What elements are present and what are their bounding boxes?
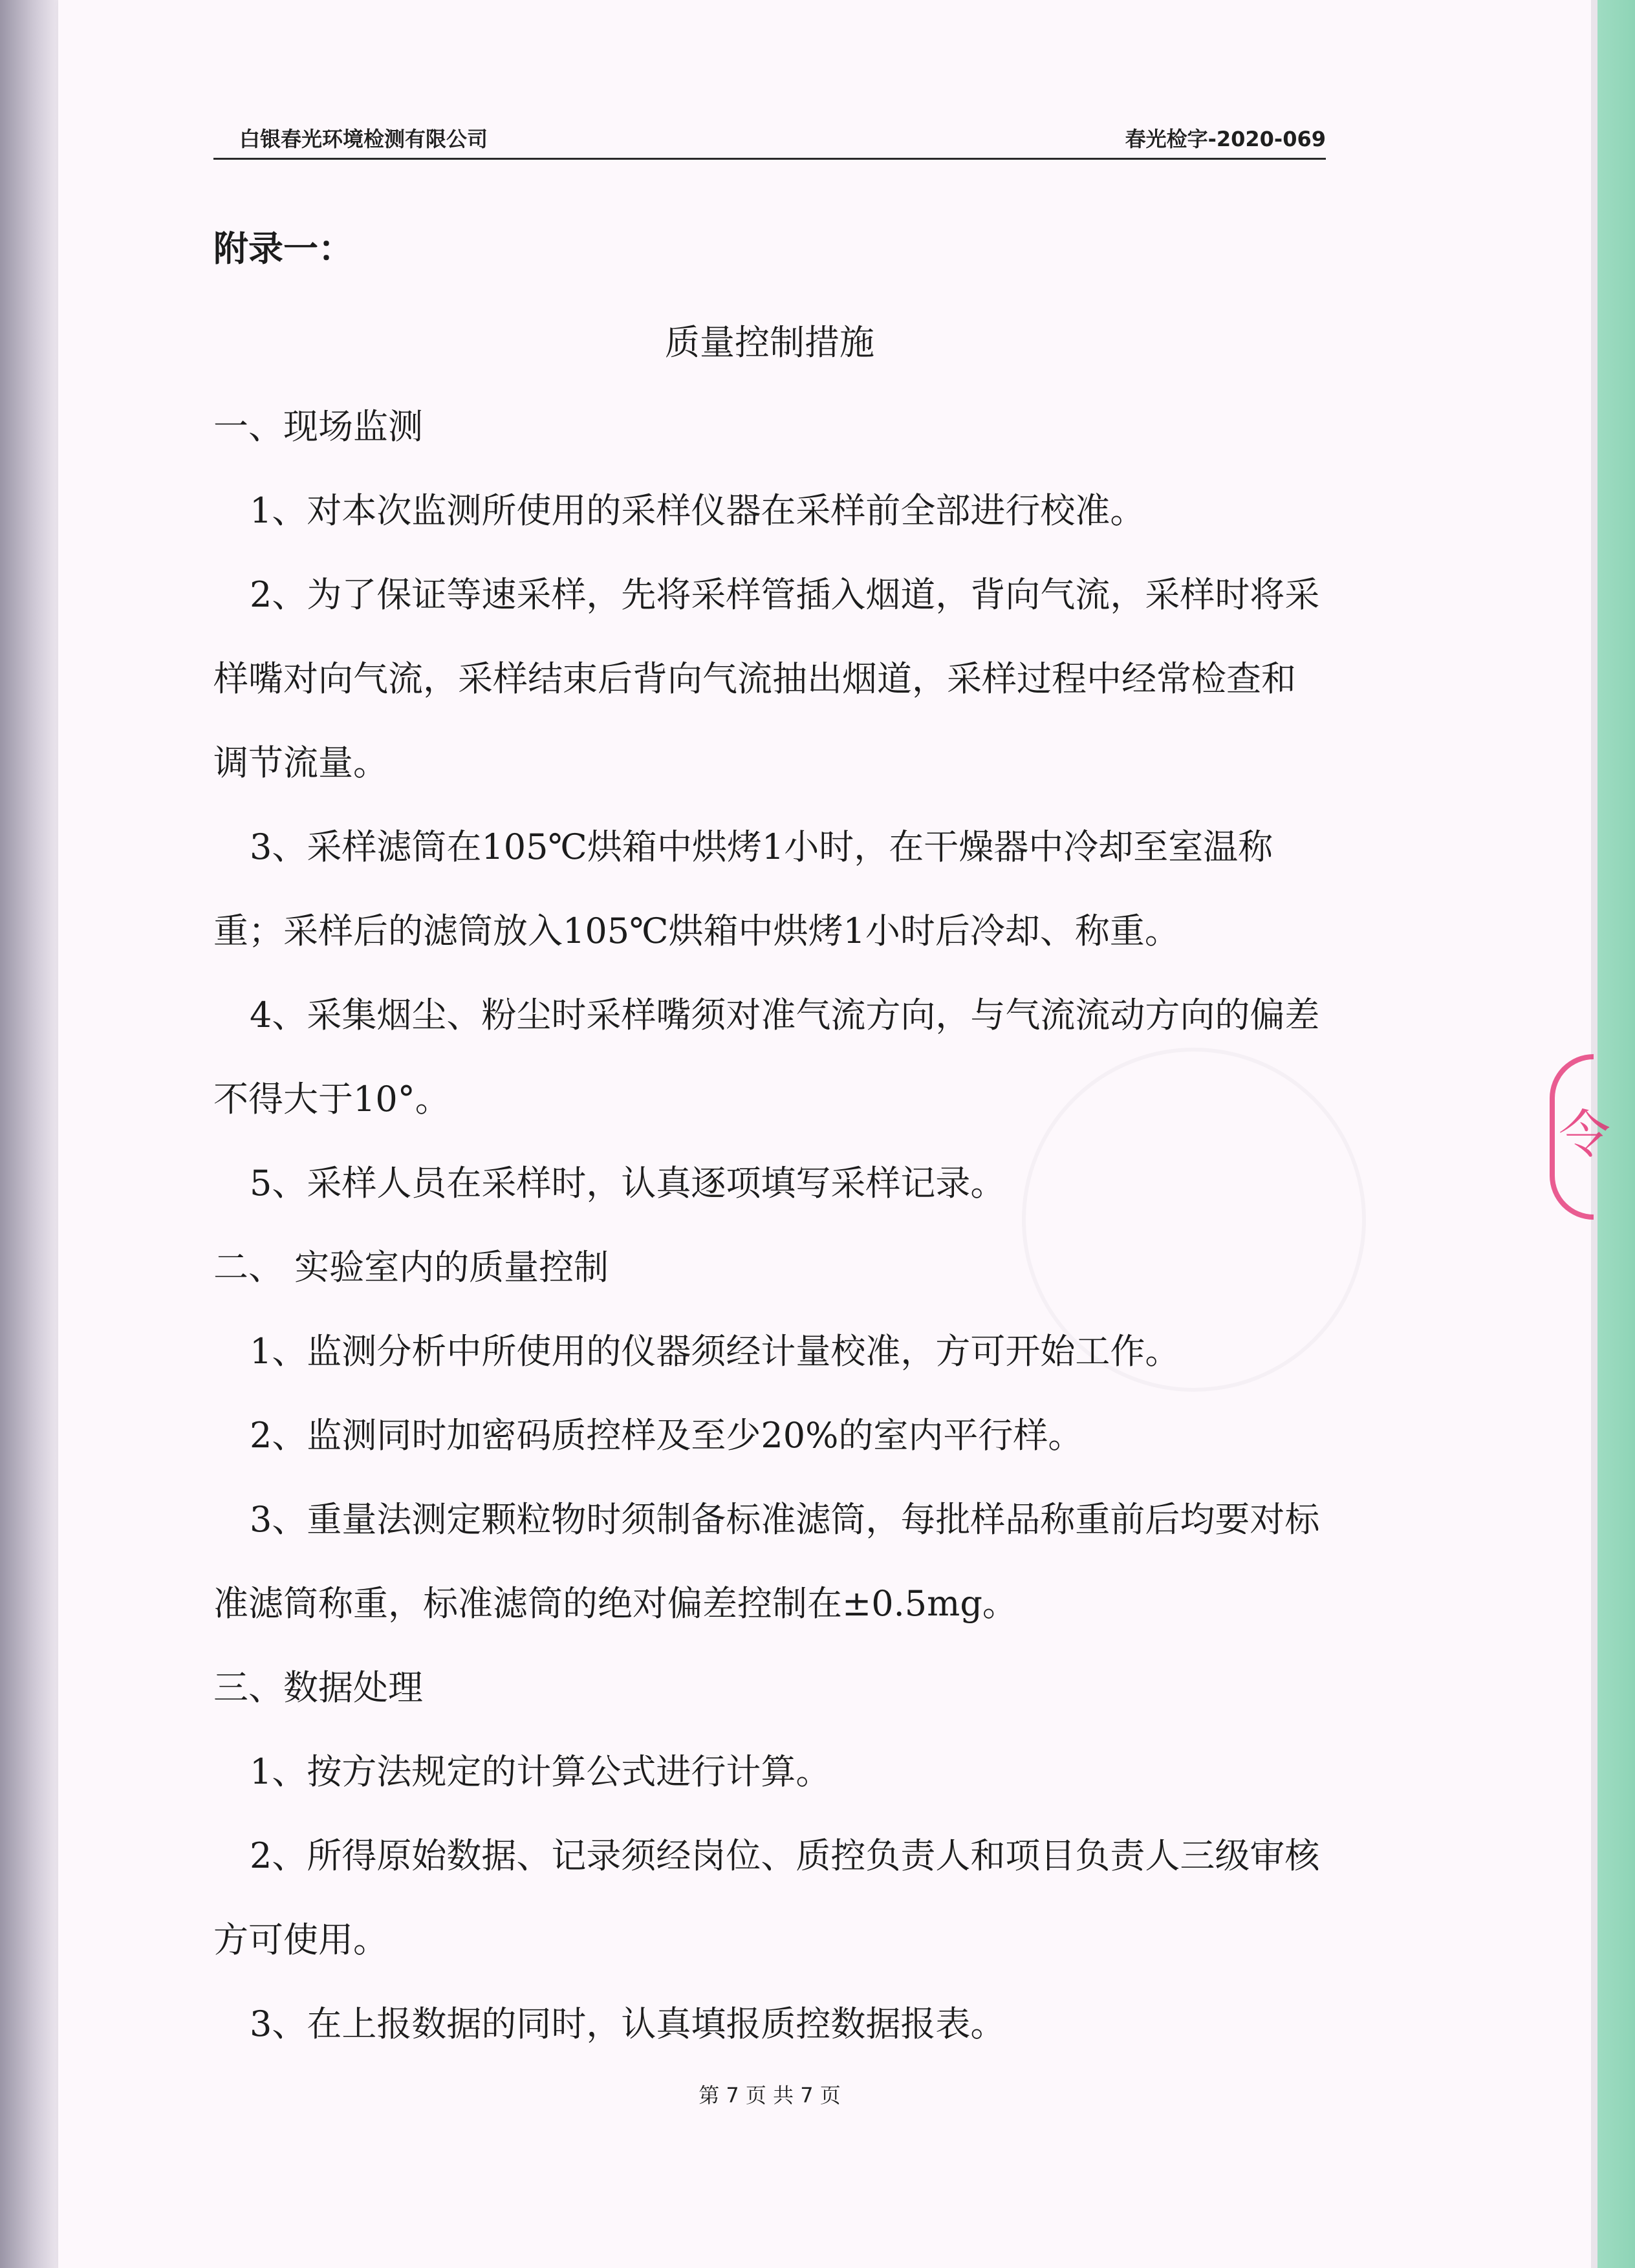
- section-title: 三、数据处理: [213, 1667, 423, 1708]
- paragraph: 4、采集烟尘、粉尘时采样嘴须对准气流方向，与气流流动方向的偏差不得大于10°。: [213, 995, 1320, 1119]
- paragraph: 3、在上报数据的同时，认真填报质控数据报表。: [250, 2003, 1006, 2044]
- paragraph: 1、监测分析中所使用的仪器须经计量校准，方可开始工作。: [250, 1331, 1180, 1372]
- seam-stamp-fragment: 令: [1559, 1105, 1610, 1165]
- document-title: 质量控制措施: [665, 322, 874, 363]
- section-title: 一、现场监测: [213, 406, 423, 447]
- header-rule: [213, 158, 1326, 160]
- page-footer: 第 7 页 共 7 页: [698, 2083, 841, 2108]
- company-name: 白银春光环境检测有限公司: [239, 127, 488, 151]
- paragraph: 3、重量法测定颗粒物时须制备标准滤筒，每批样品称重前后均要对标准滤筒称重，标准滤筒的绝对偏差控制在±0.5mg。: [213, 1499, 1320, 1624]
- paragraph: 2、为了保证等速采样，先将采样管插入烟道，背向气流，采样时将采样嘴对向气流，采样结束后背向气流抽出烟道，采样过程中经常检查和调节流量。: [213, 574, 1320, 783]
- paragraph: 1、对本次监测所使用的采样仪器在采样前全部进行校准。: [250, 490, 1145, 531]
- document-body: [213, 223, 1326, 2066]
- report-number: 春光检字-2020-069: [1125, 127, 1326, 151]
- section-title: 二、 实验室内的质量控制: [213, 1247, 609, 1288]
- appendix-title: 附录一：: [213, 228, 353, 269]
- paragraph: 3、采样滤筒在105℃烘箱中烘烤1小时，在干燥器中冷却至室温称重；采样后的滤筒放入105℃烘箱中烘烤1小时后冷却、称重。: [213, 826, 1273, 951]
- paragraph: 5、采样人员在采样时，认真逐项填写采样记录。: [250, 1163, 1006, 1204]
- scan-left-shadow: [0, 0, 58, 2268]
- paragraph: 1、按方法规定的计算公式进行计算。: [250, 1751, 831, 1792]
- paragraph: 2、所得原始数据、记录须经岗位、质控负责人和项目负责人三级审核方可使用。: [213, 1835, 1320, 1960]
- paragraph: 2、监测同时加密码质控样及至少20%的室内平行样。: [250, 1415, 1083, 1456]
